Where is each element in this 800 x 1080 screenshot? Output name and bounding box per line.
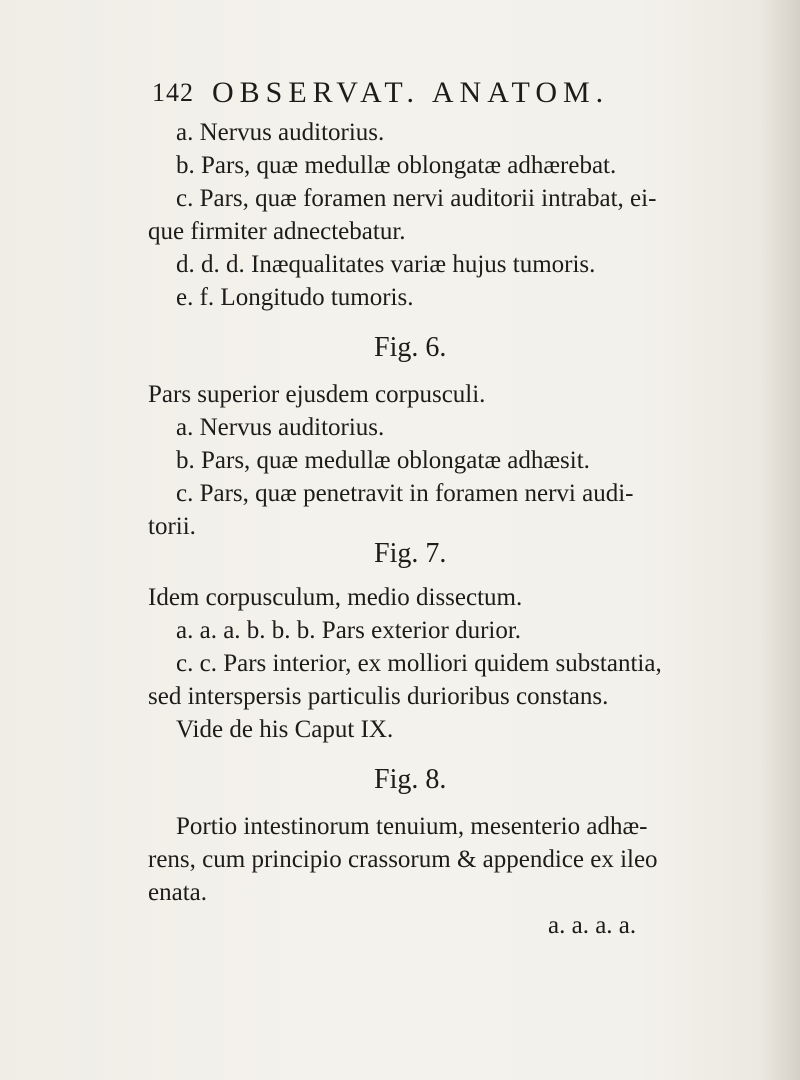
text-line: a. Nervus auditorius. <box>176 119 385 146</box>
text-line: c. Pars, quæ foramen nervi auditorii intrabat, ei- <box>176 185 657 212</box>
catchword: a. a. a. a. <box>548 912 637 939</box>
text-line: sed interspersis particulis durioribus constans. <box>148 683 609 710</box>
page-number: 142 <box>152 78 194 107</box>
figure-heading: Fig. 8. <box>374 764 447 795</box>
text-line: Portio intestinorum tenuium, mesenterio adhæ- <box>176 813 648 840</box>
page-edge-shadow <box>760 0 800 1080</box>
figure-heading: Fig. 7. <box>374 538 447 569</box>
text-line: Idem corpusculum, medio dissectum. <box>148 584 523 611</box>
text-line: a. a. a. b. b. b. Pars exterior durior. <box>176 617 522 644</box>
running-head: OBSERVAT. ANATOM. <box>212 76 610 109</box>
text-line: Pars superior ejusdem corpusculi. <box>148 381 486 408</box>
text-line: que firmiter adnectebatur. <box>148 218 406 245</box>
figure-heading: Fig. 6. <box>374 332 447 363</box>
text-line: e. f. Longitudo tumoris. <box>176 284 414 311</box>
text-line: torii. <box>148 513 196 540</box>
text-line: c. c. Pars interior, ex molliori quidem substantia, <box>176 650 662 677</box>
text-line: b. Pars, quæ medullæ oblongatæ adhæsit. <box>176 447 590 474</box>
text-line: rens, cum principio crassorum & appendice ex ileo <box>148 846 658 873</box>
text-line: Vide de his Caput IX. <box>176 716 394 743</box>
text-line: a. Nervus auditorius. <box>176 414 385 441</box>
text-line: d. d. d. Inæqualitates variæ hujus tumoris. <box>176 251 596 278</box>
text-line: b. Pars, quæ medullæ oblongatæ adhærebat. <box>176 152 617 179</box>
text-line: c. Pars, quæ penetravit in foramen nervi audi- <box>176 480 634 507</box>
text-line: enata. <box>148 879 207 906</box>
